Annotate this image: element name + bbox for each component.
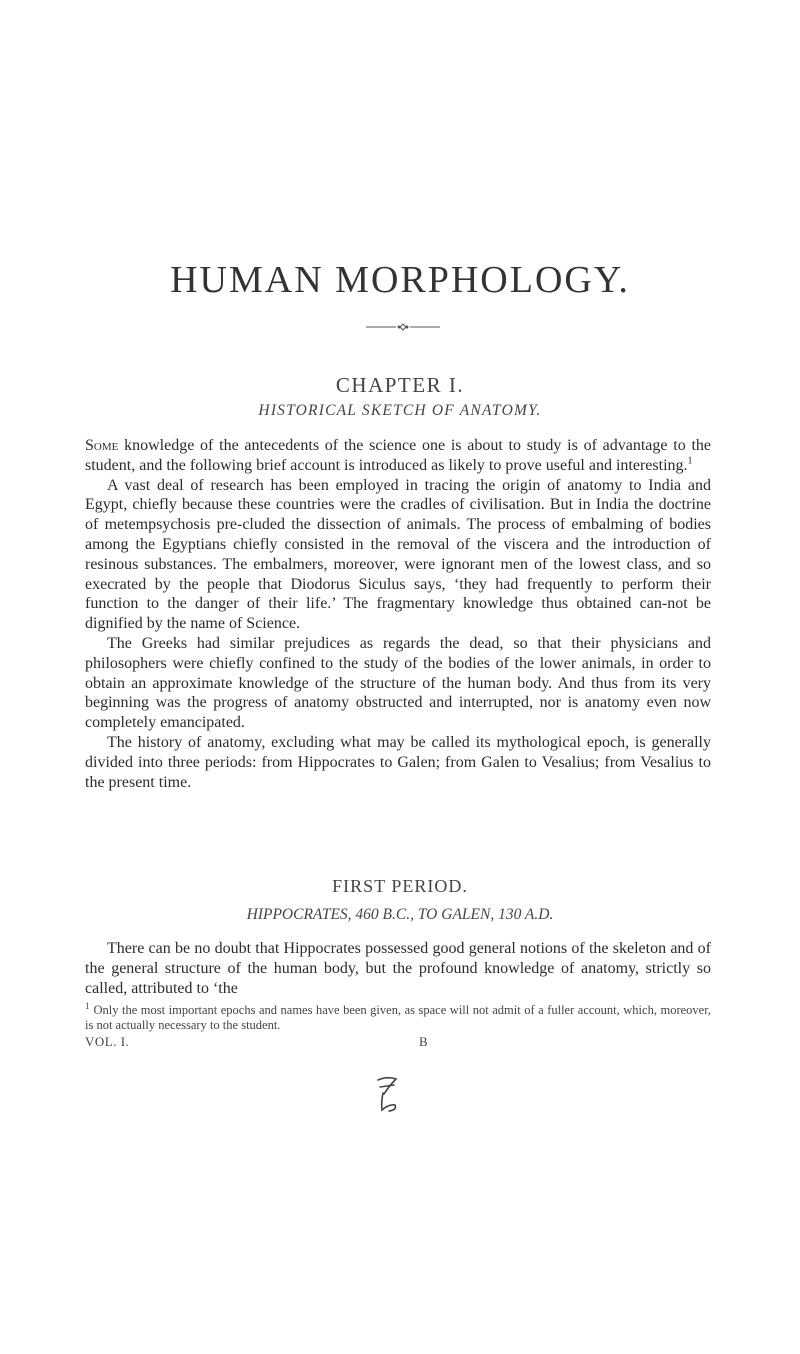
first-period-section [85, 939, 711, 998]
intro-paragraph-2: A vast deal of research has been employed in tracing the origin of anatomy to India and Egypt, chiefly because these countries were the cradles of civilisation. But in India the doctrine of metempsychosis pre-cluded the dissection of animals. The process of embalming of bodies among the Egyptians chiefly consisted in the removal of the viscera and the introduction of resinous substances. The embalmers, moreover, were ignorant men of the lowest class, and so execrated by the people that Diodorus Siculus says, ‘they had frequently to perform their function to the danger of their life.’ The fragmentary knowledge thus obtained can-not be dignified by the name of Science. [85, 476, 711, 633]
footnote-reference: 1 [687, 455, 693, 467]
signature-letter: B [419, 1034, 428, 1049]
intro-section [85, 436, 711, 792]
volume-label: VOL. I. [85, 1034, 130, 1049]
handwritten-shelf-mark [375, 1074, 401, 1114]
footnote-text: Only the most important epochs and names have been given, as space will not admit of a fuller account, which, moreover, is not actually necessary to the student. [85, 1003, 711, 1032]
section-heading: FIRST PERIOD. [332, 876, 468, 896]
signature-line [85, 1034, 711, 1050]
section-subheading: HIPPOCRATES, 460 B.C., TO GALEN, 130 A.D. [246, 906, 554, 923]
book-title: HUMAN MORPHOLOGY. [170, 259, 630, 301]
chapter-subtitle: HISTORICAL SKETCH OF ANATOMY. [258, 402, 542, 419]
intro-paragraph-1-text: knowledge of the antecedents of the science one is about to study is of advantage to the student, and the following brief account is introduced as likely to prove useful and interesting. [85, 437, 711, 474]
ornament-divider [366, 323, 440, 331]
intro-paragraph-1 [85, 436, 711, 476]
footnote-mark: 1 [85, 1000, 90, 1011]
footnote [85, 1000, 711, 1033]
intro-paragraph-3: The Greeks had similar prejudices as regards the dead, so that their physicians and philosophers were chiefly confined to the study of the bodies of the lower animals, in order to obtain an approximate knowledge of the structure of the human body. And thus from its very beginning was the progress of anatomy obstructed and interrupted, nor is anatomy even now completely emancipated. [85, 634, 711, 732]
chapter-heading: CHAPTER I. [335, 373, 465, 397]
opening-word: Some [85, 437, 119, 454]
first-period-paragraph: There can be no doubt that Hippocrates possessed good general notions of the skeleton and of the general structure of the human body, but the profound knowledge of anatomy, strictly so called, attributed to ‘the [85, 940, 711, 997]
intro-paragraph-4: The history of anatomy, excluding what may be called its mythological epoch, is generally divided into three periods: from Hippocrates to Galen; from Galen to Vesalius; from Vesalius to the present time. [85, 733, 711, 791]
